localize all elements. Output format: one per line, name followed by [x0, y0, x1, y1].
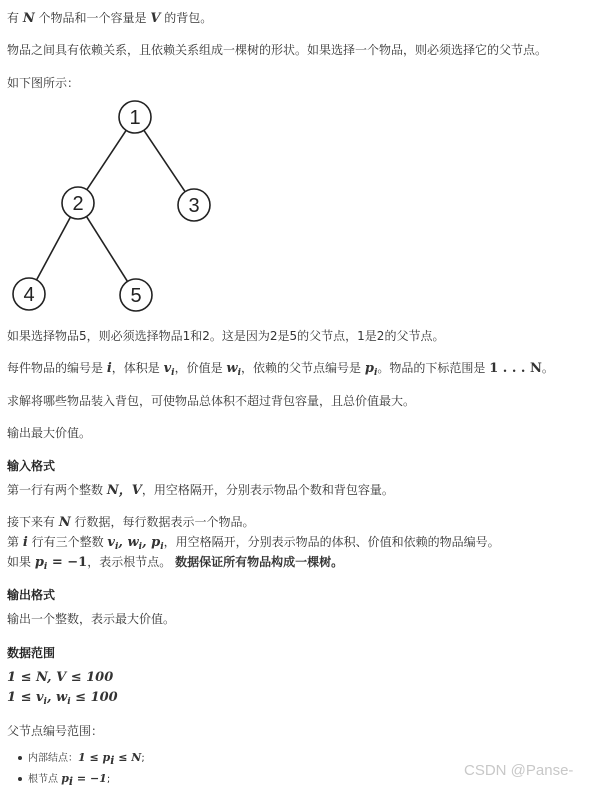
text: 第 [7, 535, 23, 549]
text: 接下来有 [7, 515, 59, 529]
math-w: w [226, 361, 238, 376]
math-sub: i [373, 368, 378, 378]
math-sub: i [138, 542, 143, 552]
math-sub: i [160, 542, 164, 552]
math-i: i [106, 361, 112, 376]
math-i: i [22, 535, 28, 550]
math-sub: i [43, 562, 48, 572]
math-N-V: N，V [106, 483, 142, 498]
output-paragraph: 输出最大价值。 [7, 426, 92, 440]
text: 行数据，每行数据表示一个物品。 [70, 515, 255, 529]
math-sub: i [114, 542, 119, 552]
tree-node-label: 3 [188, 195, 200, 217]
math-range: 1 . . . N [489, 361, 542, 376]
text: ，用空格隔开，分别表示物品的体积、价值和依赖的物品编号。 [163, 535, 500, 549]
math-N: N [22, 11, 35, 26]
parent-range-label: 父节点编号范围： [7, 724, 104, 738]
tree-node-label: 5 [130, 285, 142, 307]
tree-edges [37, 130, 186, 281]
text: 个物品和一个容量是 [34, 11, 151, 25]
math-p: p [364, 361, 374, 376]
math-v: v [107, 535, 115, 550]
input-format-line-2 [7, 514, 255, 531]
math-w: , w [118, 535, 139, 550]
data-range-heading: 数据范围 [7, 646, 56, 660]
text: ; [106, 774, 111, 785]
tree-node-1 [119, 101, 151, 133]
math-sub: i [68, 775, 74, 788]
tree-node-label: 4 [23, 284, 35, 306]
text: 。物品的下标范围是 [377, 361, 490, 375]
tree-node-5 [120, 279, 152, 311]
intro-paragraph-1 [7, 10, 212, 27]
output-format-text: 输出一个整数，表示最大价值。 [7, 612, 176, 626]
input-format-line-4 [7, 554, 343, 576]
data-range-line-1 [7, 669, 113, 686]
example-paragraph: 如果选择物品5，则必须选择物品1和2。这是因为2是5的父节点，1是2的父节点。 [7, 329, 445, 343]
intro-paragraph-3: 如下图所示： [7, 76, 80, 90]
item-definition-paragraph [7, 360, 554, 382]
math-sub: i [237, 368, 242, 378]
math-range-2: 1 ≤ v [7, 690, 44, 705]
text: 内部结点： [28, 753, 78, 764]
math-range-2: ≤ 100 [70, 690, 118, 705]
text: 如果 [7, 555, 35, 569]
text: ，表示根节点。 [87, 555, 176, 569]
text: 行有三个整数 [27, 535, 108, 549]
math-N: N [58, 515, 71, 530]
input-format-line-1 [7, 482, 394, 499]
tree-node-3 [178, 189, 210, 221]
math-sub: i [43, 697, 47, 707]
math: ≤ N [114, 751, 142, 764]
tree-edge-2-5 [87, 217, 128, 282]
tree-edge-2-4 [37, 217, 71, 280]
text: 第一行有两个整数 [7, 483, 107, 497]
math: 1 ≤ p [78, 751, 111, 764]
list-item [16, 770, 145, 790]
list-item [16, 749, 145, 770]
output-format-heading: 输出格式 [7, 588, 56, 602]
text: 每件物品的编号是 [7, 361, 107, 375]
text: ; [141, 753, 145, 764]
tree-node-label: 2 [72, 193, 84, 215]
dependency-tree-diagram [0, 92, 240, 322]
text: ，用空格隔开，分别表示物品个数和背包容量。 [141, 483, 394, 497]
tree-edge-1-3 [144, 130, 185, 191]
math-sub: i [110, 754, 115, 767]
input-format-heading: 输入格式 [7, 459, 56, 473]
tree-edge-1-2 [87, 130, 126, 189]
goal-paragraph: 求解将哪些物品装入背包，可使物品总体积不超过背包容量，且总价值最大。 [7, 394, 416, 408]
text: 的背包。 [160, 11, 213, 25]
math-range-1: 1 ≤ N, V ≤ 100 [7, 670, 114, 685]
watermark: CSDN @Panse- [464, 762, 574, 779]
math-V: V [150, 11, 161, 26]
intro-paragraph-2: 物品之间具有依赖关系，且依赖关系组成一棵树的形状。如果选择一个物品，则必须选择它的父节点。 [7, 43, 548, 57]
math-sub: i [67, 697, 71, 707]
math-p: , p [142, 535, 161, 550]
tree-node-label: 1 [129, 107, 141, 129]
input-format-line-3 [7, 534, 500, 556]
math: p [61, 772, 69, 785]
tree-node-4 [13, 278, 45, 310]
math-range-2: , w [46, 690, 68, 705]
text: 。 [541, 361, 554, 375]
text: 根节点 [28, 774, 62, 785]
parent-range-list [16, 749, 145, 790]
tree-node-2 [62, 187, 94, 219]
text: 有 [7, 11, 23, 25]
math-expr: = −1 [47, 555, 88, 570]
tree-nodes [13, 101, 210, 311]
text: ，体积是 [111, 361, 164, 375]
text: ，依赖的父节点编号是 [241, 361, 365, 375]
text: ，价值是 [174, 361, 227, 375]
math-sub: i [171, 368, 175, 378]
bold-text: 数据保证所有物品构成一棵树。 [175, 555, 344, 569]
math-v: v [163, 361, 172, 376]
math-p: p [34, 555, 44, 570]
data-range-line-2 [7, 689, 118, 711]
math: = −1 [73, 772, 107, 785]
